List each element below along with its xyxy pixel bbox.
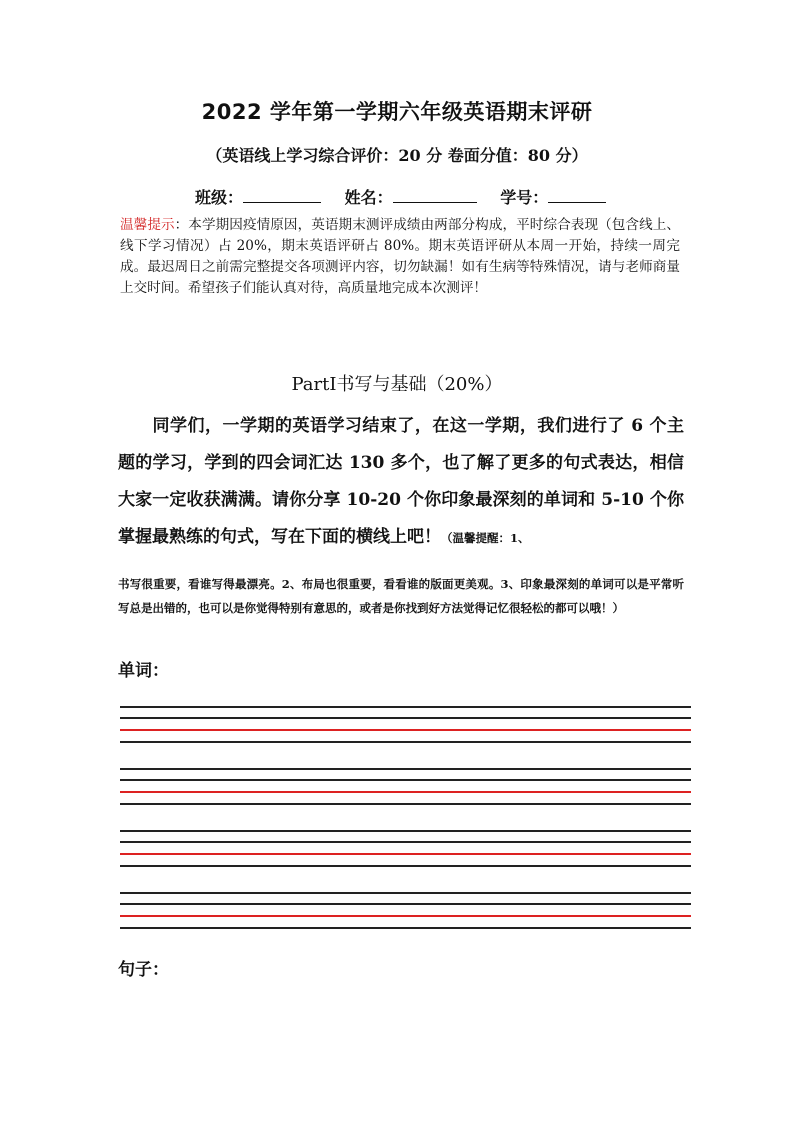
hint-start: （温馨提醒：1、 [441,531,530,545]
instruction-text: 同学们，一学期的英语学习结束了，在这一学期，我们进行了 6 个主题的学习，学到的四会词汇达 130 多个，也了解了更多的句式表达，相信大家一定收获满满。请你分享 10-20 个你印象最深刻的单词和 5-10 个你掌握最熟练的句式，写在下面的横线上吧！ [118,416,684,547]
score-subtitle: （英语线上学习综合评价：20 分 卷面分值：80 分） [206,146,588,165]
tip-label: 温馨提示 [120,217,175,233]
words-label: 单词： [118,661,169,681]
id-label: 学号： [500,188,549,207]
class-blank[interactable] [243,188,321,203]
name-label: 姓名： [344,188,393,207]
warm-tip [120,215,680,299]
sentences-label: 句子： [118,960,169,980]
id-blank[interactable] [548,188,606,203]
page-title: 2022 学年第一学期六年级英语期末评研 [201,100,593,124]
hint-text: 书写很重要，看谁写得最漂亮。2、布局也很重要，看看谁的版面更美观。3、印象最深刻的单词可以是平常听写总是出错的，也可以是你觉得特别有意思的，或者是你找到好方法觉得记忆很轻松的都可以哦！） [118,577,684,615]
class-label: 班级： [195,188,244,207]
part-title: PartⅠ书写与基础（20%） [291,374,503,395]
instruction-paragraph [118,408,684,556]
name-blank[interactable] [393,188,477,203]
tip-text: ：本学期因疫情原因，英语期末测评成绩由两部分构成，平时综合表现（包含线上、线下学习情况）占 20%，期末英语评研占 80%。期末英语评研从本周一开始，持续一周完成。最迟周日之前需完整提交各项测评内容，切勿缺漏！如有生病等特殊情况，请与老师商量上交时间。希望孩子们能认真对待，高质量地完成本次测评！ [120,217,680,296]
student-info-row [195,185,606,208]
